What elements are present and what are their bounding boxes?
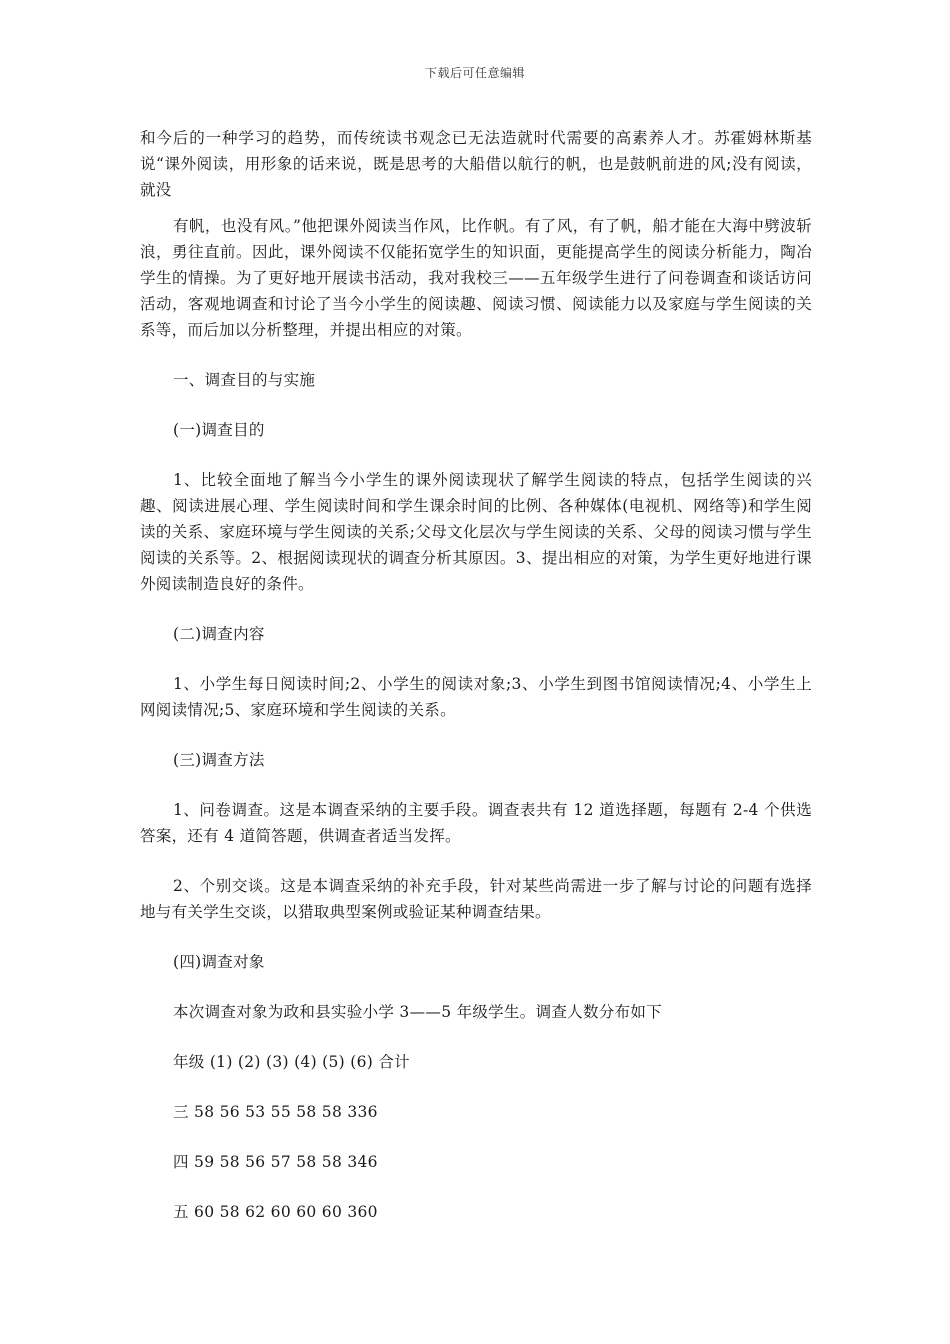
paragraph-3: 1、比较全面地了解当今小学生的课外阅读现状了解学生阅读的特点，包括学生阅读的兴趣、阅读进展心理、学生阅读时间和学生课余时间的比例、各种媒体(电视机、网络等)和学生阅读的关系、家庭环境与学生阅读的关系;父母文化层次与学生阅读的关系、父母的阅读习惯与学生阅读的关系等。2、根据阅读现状的调查分析其原因。3、提出相应的对策，为学生更好地进行课外阅读制造良好的条件。	[140, 471, 812, 593]
section-heading-1: 一、调查目的与实施	[173, 371, 316, 389]
document-body	[140, 125, 812, 1225]
paragraph-7: 本次调查对象为政和县实验小学 3——5 年级学生。调查人数分布如下	[173, 1003, 662, 1021]
paragraph-2: 有帆，也没有风。”他把课外阅读当作风，比作帆。有了风，有了帆，船才能在大海中劈波斩浪，勇往直前。因此，课外阅读不仅能拓宽学生的知识面，更能提高学生的阅读分析能力，陶冶学生的情操。为了更好地开展读书活动，我对我校三——五年级学生进行了问卷调查和谈话访问活动，客观地调查和讨论了当今小学生的阅读趣、阅读习惯、阅读能力以及家庭与学生阅读的关系等，而后加以分析整理，并提出相应的对策。	[140, 217, 812, 339]
table-row: 三 58 56 53 55 58 58 336	[173, 1103, 378, 1121]
subsection-heading-content: (二)调查内容	[173, 625, 265, 643]
paragraph-4: 1、小学生每日阅读时间;2、小学生的阅读对象;3、小学生到图书馆阅读情况;4、小学生上网阅读情况;5、家庭环境和学生阅读的关系。	[140, 675, 812, 719]
table-row: 四 59 58 56 57 58 58 346	[173, 1153, 378, 1171]
table-row: 五 60 58 62 60 60 60 360	[173, 1203, 378, 1221]
subsection-heading-purpose: (一)调查目的	[173, 421, 265, 439]
subsection-heading-subjects: (四)调查对象	[173, 953, 265, 971]
subsection-heading-method: (三)调查方法	[173, 751, 265, 769]
paragraph-5: 1、问卷调查。这是本调查采纳的主要手段。调查表共有 12 道选择题，每题有 2-4 个供选答案，还有 4 道简答题，供调查者适当发挥。	[140, 801, 812, 845]
paragraph-6: 2、个别交谈。这是本调查采纳的补充手段，针对某些尚需进一步了解与讨论的问题有选择地与有关学生交谈，以猎取典型案例或验证某种调查结果。	[140, 877, 812, 921]
page-header: 下载后可任意编辑	[424, 66, 525, 80]
paragraph-1: 和今后的一种学习的趋势，而传统读书观念已无法造就时代需要的高素养人才。苏霍姆林斯基说“课外阅读，用形象的话来说，既是思考的大船借以航行的帆，也是鼓帆前进的风;没有阅读，就没	[140, 129, 812, 199]
table-header-row: 年级 (1) (2) (3) (4) (5) (6) 合计	[173, 1053, 410, 1071]
